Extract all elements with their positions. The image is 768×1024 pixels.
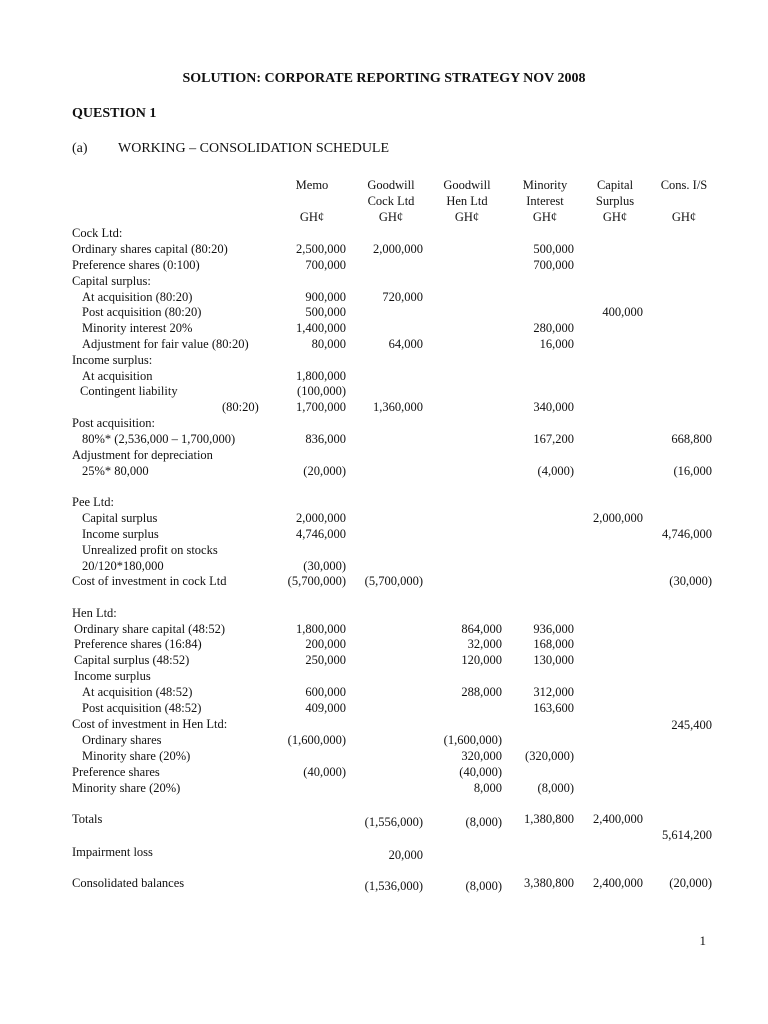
- row-label: Adjustment for depreciation: [72, 448, 213, 462]
- row-label: Cost of investment in Hen Ltd:: [72, 717, 228, 731]
- column-header: Cons. I/S: [660, 178, 708, 192]
- row-label: Income surplus:: [72, 353, 153, 367]
- row-label: 25%* 80,000: [82, 464, 149, 478]
- row-label: Minority share (20%): [82, 749, 191, 763]
- cell-value: 836,000: [305, 432, 346, 446]
- cell-value: 1,800,000: [296, 622, 346, 636]
- cell-value: (20,000): [669, 876, 712, 890]
- cell-value: (30,000): [669, 574, 712, 588]
- cell-value: 936,000: [533, 622, 574, 636]
- cell-value: 2,000,000: [296, 511, 346, 525]
- row-label: Capital surplus: [82, 511, 158, 525]
- column-unit: GH¢: [532, 210, 558, 224]
- cell-value: 64,000: [388, 337, 423, 351]
- cell-value: 280,000: [533, 321, 574, 335]
- row-label: At acquisition: [82, 369, 153, 383]
- cell-value: 168,000: [533, 637, 574, 651]
- cell-value: 2,500,000: [296, 242, 346, 256]
- cell-value: (5,700,000): [364, 574, 423, 588]
- cell-value: (1,600,000): [287, 733, 346, 747]
- cell-value: (1,600,000): [443, 733, 502, 747]
- row-label: 20/120*180,000: [82, 559, 164, 573]
- cell-value: (40,000): [303, 765, 346, 779]
- row-label: Consolidated balances: [72, 876, 185, 890]
- cell-value: 600,000: [305, 685, 346, 699]
- question-heading: QUESTION 1: [72, 106, 157, 121]
- cell-value: (100,000): [297, 384, 346, 398]
- cell-value: 2,400,000: [593, 876, 643, 890]
- cell-value: 120,000: [461, 653, 502, 667]
- cell-value: 32,000: [467, 637, 502, 651]
- row-label: At acquisition (48:52): [82, 685, 193, 699]
- cell-value: 250,000: [305, 653, 346, 667]
- cell-value: 1,380,800: [524, 812, 574, 826]
- row-label: Income surplus: [74, 669, 151, 683]
- row-label: (80:20): [222, 400, 259, 414]
- cell-value: 245,400: [671, 718, 712, 732]
- cell-value: (40,000): [459, 765, 502, 779]
- cell-value: (1,536,000): [364, 879, 423, 893]
- row-label: Preference shares: [72, 765, 160, 779]
- row-label: Minority interest 20%: [82, 321, 193, 335]
- cell-value: (320,000): [525, 749, 574, 763]
- row-label: Cock Ltd:: [72, 226, 123, 240]
- cell-value: 340,000: [533, 400, 574, 414]
- cell-value: 700,000: [305, 258, 346, 272]
- cell-value: 8,000: [473, 781, 502, 795]
- cell-value: 1,700,000: [296, 400, 346, 414]
- column-header: Cock Ltd: [367, 194, 415, 208]
- cell-value: 3,380,800: [524, 876, 574, 890]
- row-label: Pee Ltd:: [72, 495, 115, 509]
- cell-value: 2,400,000: [593, 812, 643, 826]
- cell-value: (8,000): [465, 879, 502, 893]
- row-label: Unrealized profit on stocks: [82, 543, 218, 557]
- cell-value: 500,000: [533, 242, 574, 256]
- cell-value: (8,000): [465, 815, 502, 829]
- row-label: Cost of investment in cock Ltd: [72, 574, 227, 588]
- cell-value: (16,000: [673, 464, 712, 478]
- cell-value: 200,000: [305, 637, 346, 651]
- cell-value: 409,000: [305, 701, 346, 715]
- row-label: Ordinary shares: [82, 733, 162, 747]
- cell-value: 500,000: [305, 305, 346, 319]
- column-header: Interest: [526, 194, 564, 208]
- row-label: Income surplus: [82, 527, 159, 541]
- row-label: Capital surplus:: [72, 274, 151, 288]
- row-label: Adjustment for fair value (80:20): [82, 337, 249, 351]
- column-unit: GH¢: [671, 210, 697, 224]
- cell-value: 320,000: [461, 749, 502, 763]
- cell-value: (5,700,000): [287, 574, 346, 588]
- row-label: Preference shares (0:100): [72, 258, 200, 272]
- cell-value: (20,000): [303, 464, 346, 478]
- cell-value: 400,000: [602, 305, 643, 319]
- cell-value: 4,746,000: [662, 527, 712, 541]
- column-header: Surplus: [595, 194, 635, 208]
- page-number: 1: [699, 933, 706, 948]
- cell-value: 1,360,000: [373, 400, 423, 414]
- cell-value: 2,000,000: [373, 242, 423, 256]
- cell-value: 167,200: [533, 432, 574, 446]
- cell-value: 5,614,200: [662, 828, 712, 842]
- row-label: Totals: [72, 812, 103, 826]
- cell-value: 4,746,000: [296, 527, 346, 541]
- part-heading: WORKING – CONSOLIDATION SCHEDULE: [118, 141, 390, 156]
- document-title: SOLUTION: CORPORATE REPORTING STRATEGY NOV 2008: [182, 71, 586, 86]
- row-label: Hen Ltd:: [72, 606, 117, 620]
- cell-value: 668,800: [671, 432, 712, 446]
- column-header: Memo: [295, 178, 329, 192]
- row-label: 80%* (2,536,000 – 1,700,000): [82, 432, 236, 446]
- cell-value: 163,600: [533, 701, 574, 715]
- cell-value: (1,556,000): [364, 815, 423, 829]
- cell-value: 312,000: [533, 685, 574, 699]
- row-label: At acquisition (80:20): [82, 290, 193, 304]
- row-label: Preference shares (16:84): [74, 637, 202, 651]
- row-label: Impairment loss: [72, 845, 153, 859]
- cell-value: 700,000: [533, 258, 574, 272]
- cell-value: 130,000: [533, 653, 574, 667]
- column-unit: GH¢: [602, 210, 628, 224]
- cell-value: 2,000,000: [593, 511, 643, 525]
- row-label: Post acquisition:: [72, 416, 155, 430]
- cell-value: 16,000: [539, 337, 574, 351]
- row-label: Ordinary share capital (48:52): [74, 622, 225, 636]
- column-header: Goodwill: [443, 178, 491, 192]
- cell-value: 288,000: [461, 685, 502, 699]
- cell-value: 1,800,000: [296, 369, 346, 383]
- column-header: Goodwill: [367, 178, 415, 192]
- column-unit: GH¢: [454, 210, 480, 224]
- column-unit: GH¢: [299, 210, 325, 224]
- row-label: Post acquisition (48:52): [82, 701, 202, 715]
- part-label: (a): [72, 141, 88, 156]
- column-header: Minority: [522, 178, 568, 192]
- column-unit: GH¢: [378, 210, 404, 224]
- row-label: Post acquisition (80:20): [82, 305, 202, 319]
- column-header: Hen Ltd: [446, 194, 488, 208]
- row-label: Contingent liability: [80, 384, 178, 398]
- row-label: Capital surplus (48:52): [74, 653, 190, 667]
- cell-value: 20,000: [388, 848, 423, 862]
- cell-value: 720,000: [382, 290, 423, 304]
- cell-value: 1,400,000: [296, 321, 346, 335]
- row-label: Ordinary shares capital (80:20): [72, 242, 228, 256]
- cell-value: (4,000): [537, 464, 574, 478]
- column-header: Capital: [596, 178, 634, 192]
- cell-value: 864,000: [461, 622, 502, 636]
- cell-value: 80,000: [311, 337, 346, 351]
- cell-value: (30,000): [303, 559, 346, 573]
- cell-value: 900,000: [305, 290, 346, 304]
- cell-value: (8,000): [537, 781, 574, 795]
- row-label: Minority share (20%): [72, 781, 181, 795]
